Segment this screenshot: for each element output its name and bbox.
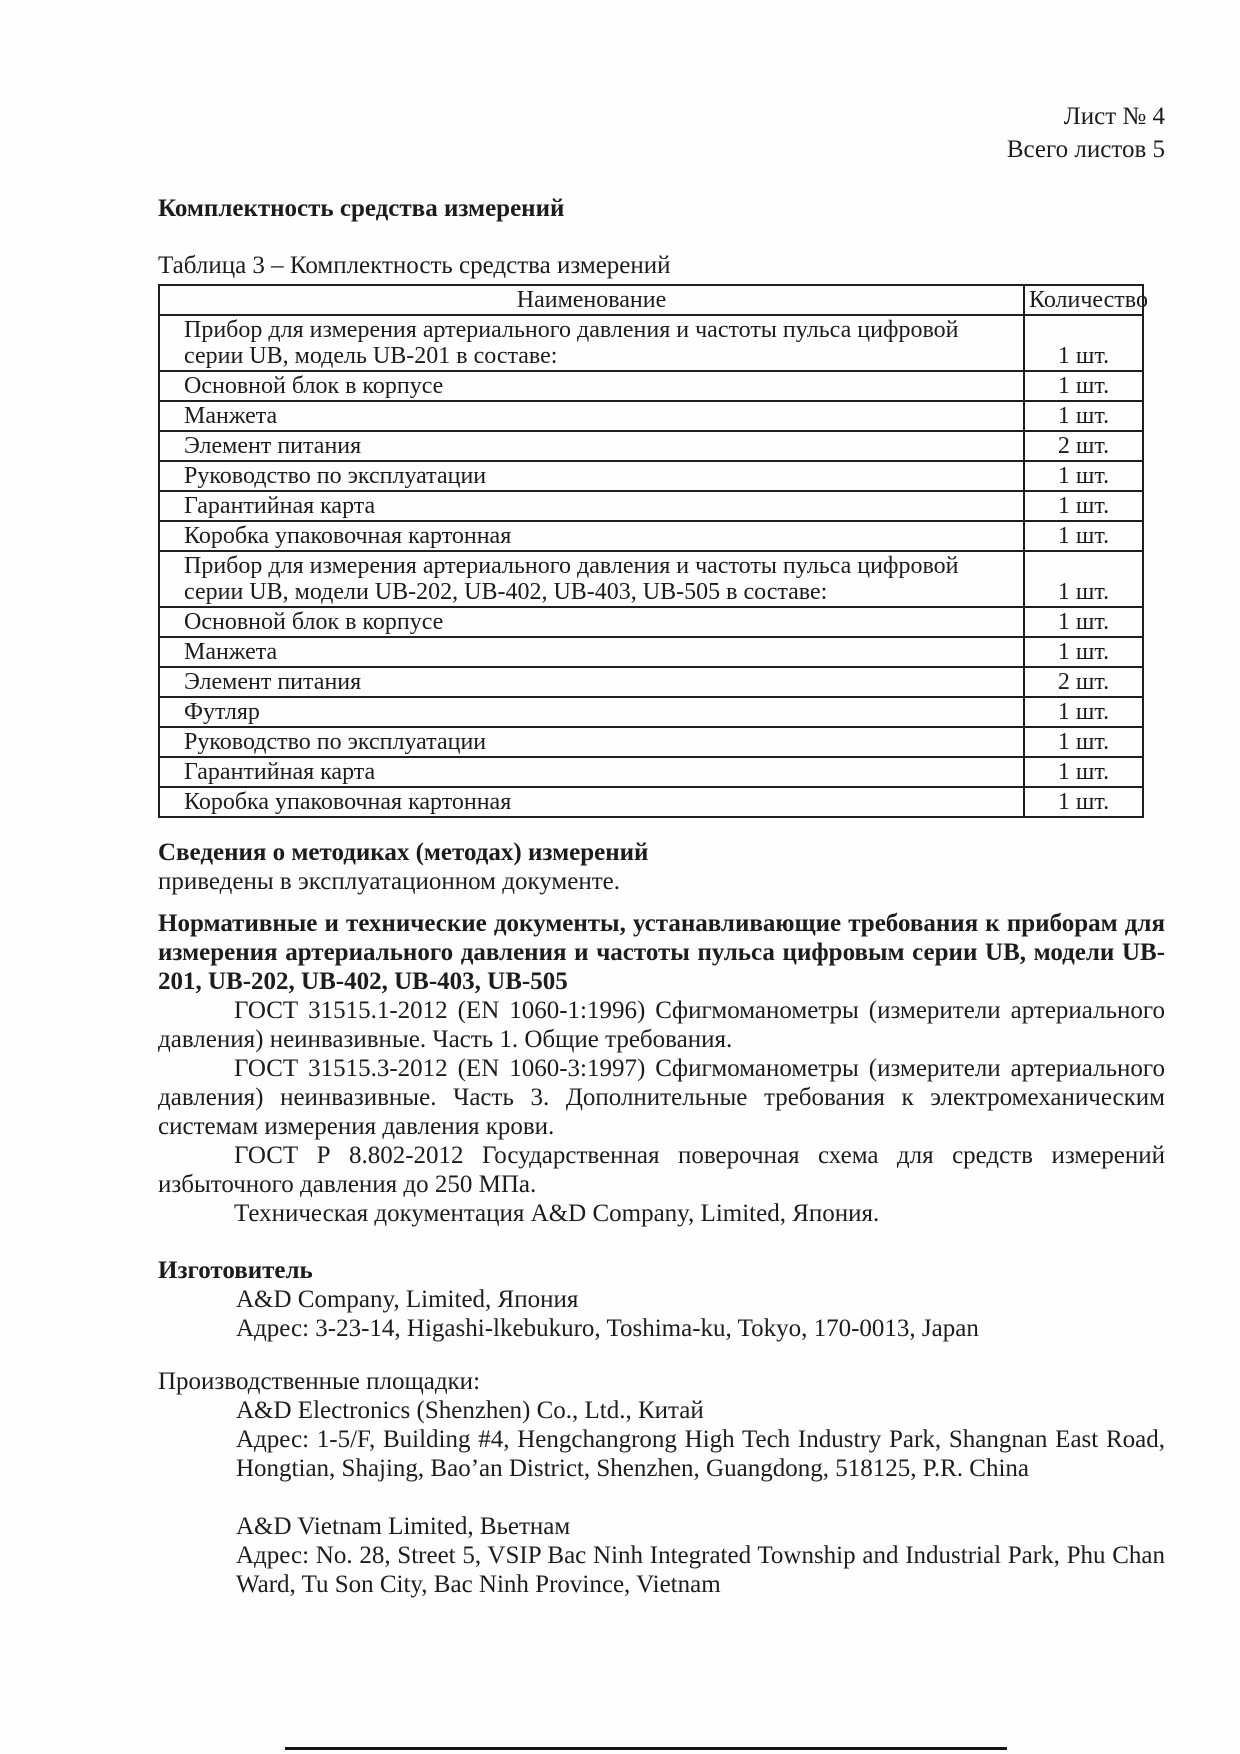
site-name: A&D Vietnam Limited, Вьетнам (236, 1513, 571, 1540)
normative-paragraph: Техническая документация A&D Company, Limited, Япония. (234, 1200, 880, 1227)
production-sites-heading: Производственные площадки: (158, 1368, 481, 1395)
table-header-row (159, 285, 1143, 315)
normative-paragraph: ГОСТ Р 8.802-2012 Государственная поверочная схема для средств измерений избыточного давления до 250 МПа. (158, 1142, 1165, 1198)
item-name-cell: Элемент питания (159, 431, 1024, 461)
production-site (236, 1512, 1165, 1599)
table-row (159, 371, 1143, 401)
table-row (159, 315, 1143, 371)
completeness-table (158, 284, 1148, 818)
table-row (159, 787, 1143, 817)
site-address: Адрес: No. 28, Street 5, VSIP Bac Ninh Integrated Township and Industrial Park, Phu Chan Ward, Tu Son City, Bac Ninh Province, Vietnam (236, 1542, 1165, 1598)
column-header-name: Наименование (159, 285, 1024, 315)
sheet-number: Лист № 4 (1063, 103, 1165, 130)
manufacturer-heading: Изготовитель (158, 1257, 313, 1284)
item-qty-cell: 1 шт. (1024, 551, 1143, 607)
item-qty-cell: 1 шт. (1024, 757, 1143, 787)
methods-body: приведены в эксплуатационном документе. (158, 868, 620, 895)
completeness-heading: Комплектность средства измерений (158, 195, 565, 222)
total-sheets: Всего листов 5 (1006, 136, 1165, 163)
item-name-cell: Гарантийная карта (159, 757, 1024, 787)
sheet-info (158, 100, 1165, 166)
normative-paragraph: ГОСТ 31515.3-2012 (EN 1060-3:1997) Сфигмоманометры (измерители артериального давления) неинвазивные. Часть 3. Дополнительные требования к электромеханическим системам измерения давления крови. (158, 1055, 1165, 1140)
table-row (159, 521, 1143, 551)
table-row (159, 697, 1143, 727)
production-site (236, 1396, 1165, 1483)
table-caption: Таблица 3 – Комплектность средства измерений (158, 252, 671, 279)
item-name-cell: Основной блок в корпусе (159, 371, 1024, 401)
item-name-cell: Основной блок в корпусе (159, 607, 1024, 637)
item-name-cell: Прибор для измерения артериального давления и частоты пульса цифровой серии UB, модели UB-202, UB-402, UB-403, UB-505 в составе: (159, 551, 1024, 607)
item-name-cell: Футляр (159, 697, 1024, 727)
item-name-cell: Руководство по эксплуатации (159, 727, 1024, 757)
table-row (159, 607, 1143, 637)
item-qty-cell: 1 шт. (1024, 521, 1143, 551)
site-address: Адрес: 1-5/F, Building #4, Hengchangrong High Tech Industry Park, Shangnan East Road, Hongtian, Shajing, Bao’an District, Shenzhen, Guangdong, 518125, P.R. China (236, 1426, 1165, 1482)
item-qty-cell: 1 шт. (1024, 697, 1143, 727)
item-qty-cell: 1 шт. (1024, 787, 1143, 817)
methods-heading: Сведения о методиках (методах) измерений (158, 839, 649, 866)
table-row (159, 551, 1143, 607)
table-row (159, 401, 1143, 431)
item-qty-cell: 1 шт. (1024, 637, 1143, 667)
item-name-cell: Руководство по эксплуатации (159, 461, 1024, 491)
table-row (159, 461, 1143, 491)
item-name-cell: Гарантийная карта (159, 491, 1024, 521)
item-name-cell: Манжета (159, 401, 1024, 431)
table-row (159, 637, 1143, 667)
item-qty-cell: 1 шт. (1024, 315, 1143, 371)
manufacturer-block (236, 1285, 1165, 1343)
item-name-cell: Коробка упаковочная картонная (159, 521, 1024, 551)
table-row (159, 757, 1143, 787)
item-qty-cell: 1 шт. (1024, 401, 1143, 431)
item-qty-cell: 1 шт. (1024, 727, 1143, 757)
table-row (159, 491, 1143, 521)
item-qty-cell: 1 шт. (1024, 607, 1143, 637)
table-row (159, 431, 1143, 461)
normative-paragraph: ГОСТ 31515.1-2012 (EN 1060-1:1996) Сфигмоманометры (измерители артериального давления) неинвазивные. Часть 1. Общие требования. (158, 997, 1165, 1053)
table-row (159, 727, 1143, 757)
item-name-cell: Элемент питания (159, 667, 1024, 697)
item-name-cell: Манжета (159, 637, 1024, 667)
column-header-qty: Количество (1024, 285, 1143, 315)
manufacturer-name: A&D Company, Limited, Япония (236, 1286, 579, 1313)
normative-heading: Нормативные и технические документы, устанавливающие требования к приборам для измерения артериального давления и частоты пульса цифровым серии UB, модели UB-201, UB-202, UB-402, UB-403, UB-505 (158, 910, 1165, 995)
item-name-cell: Прибор для измерения артериального давления и частоты пульса цифровой серии UB, модель UB-201 в составе: (159, 315, 1024, 371)
table-row (159, 667, 1143, 697)
manufacturer-address: Адрес: 3-23-14, Higashi-lkebukuro, Toshima-ku, Tokyo, 170-0013, Japan (236, 1315, 979, 1342)
item-name-cell: Коробка упаковочная картонная (159, 787, 1024, 817)
item-qty-cell: 1 шт. (1024, 371, 1143, 401)
item-qty-cell: 1 шт. (1024, 491, 1143, 521)
scan-artifact-line (285, 1747, 1007, 1750)
item-qty-cell: 2 шт. (1024, 667, 1143, 697)
item-qty-cell: 2 шт. (1024, 431, 1143, 461)
site-name: A&D Electronics (Shenzhen) Co., Ltd., Китай (236, 1397, 704, 1424)
item-qty-cell: 1 шт. (1024, 461, 1143, 491)
